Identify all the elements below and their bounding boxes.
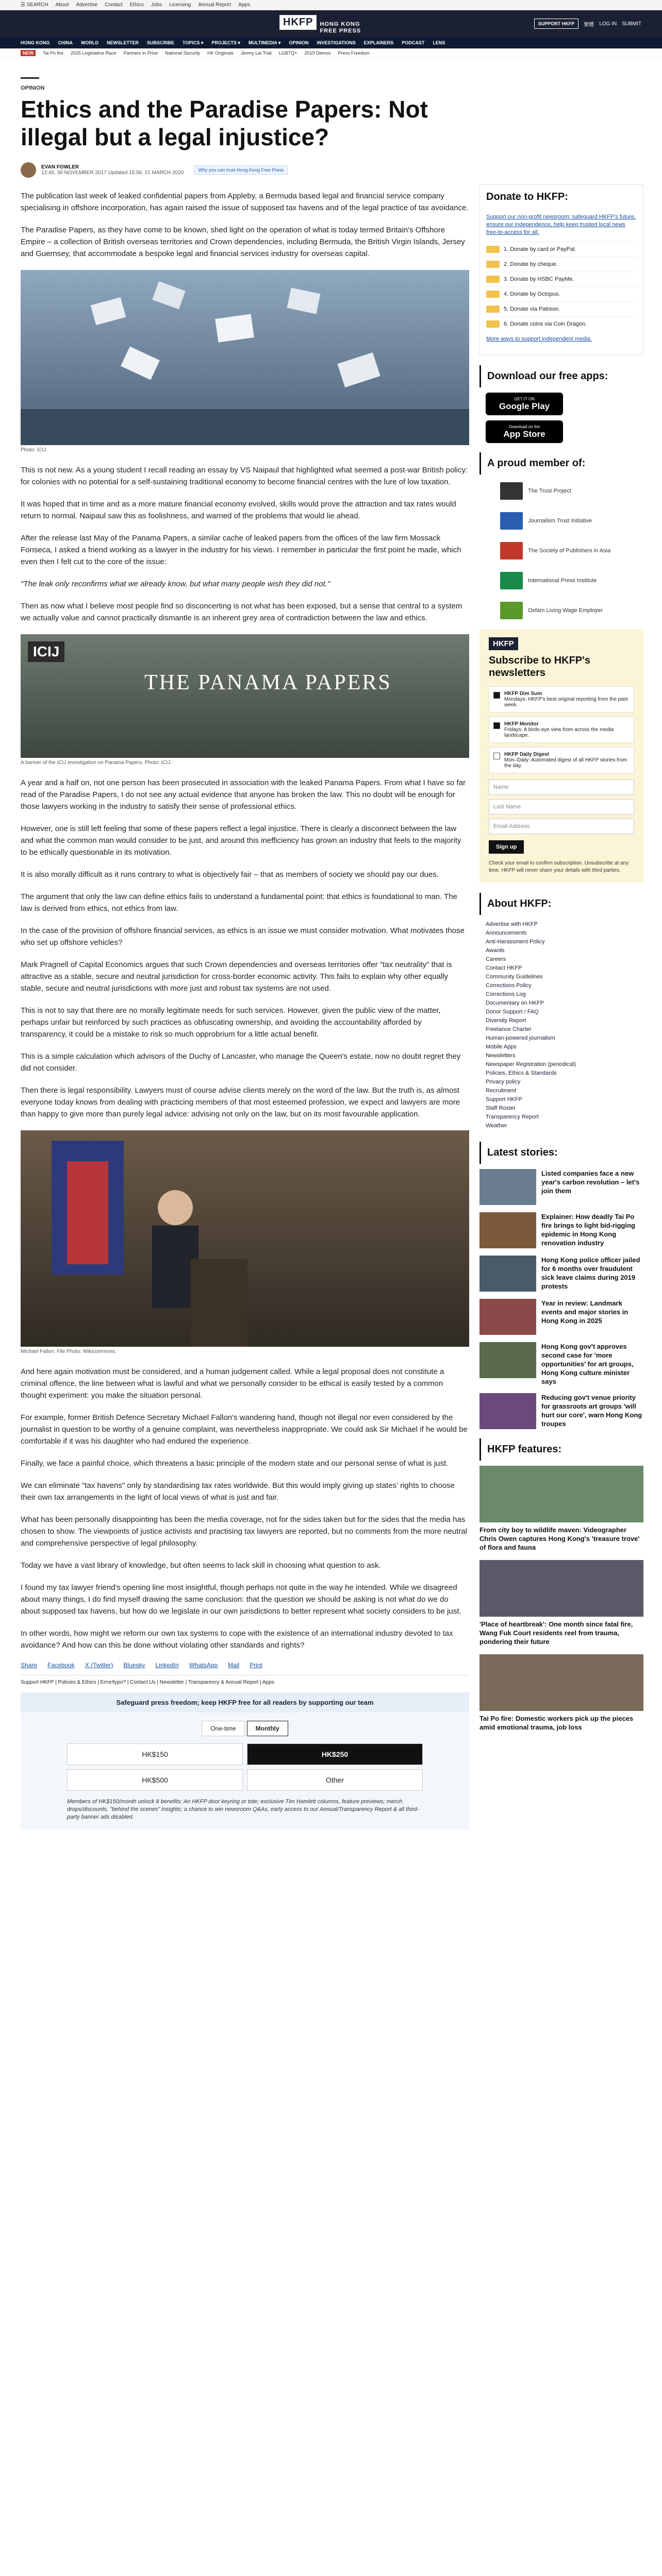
donation-form [21, 1713, 469, 1829]
topbar-link[interactable]: Licensing [169, 2, 191, 8]
about-link[interactable]: Anti-Harassment Policy [486, 939, 545, 945]
donate-widget [479, 184, 643, 355]
checkbox[interactable] [493, 692, 500, 699]
michael-fallon-photo [21, 1130, 469, 1347]
paragraph: This is a simple calculation which advisors of the Duchy of Lancaster, who manage the Queen's estate, now no doubt regret they did not consider. [21, 1052, 461, 1073]
about-link[interactable]: Advertise with HKFP [486, 921, 538, 927]
about-link[interactable]: Human-powered journalism [486, 1035, 555, 1041]
topbar-link[interactable]: Contact [105, 2, 123, 8]
octopus-icon [486, 291, 500, 298]
article-title: Ethics and the Paradise Papers: Not illegal but a legal injustice? [21, 96, 428, 150]
feature-thumbnail [479, 1466, 643, 1522]
paragraph: However, one is still left feeling that some of these papers reflect a legal injustice. There is clearly a disconnect between the law and what the common man would consider to be just, and around this inefficiency has grown an industry that feels to the majority to be ethically questionable in its motivation. [21, 824, 461, 857]
tag-link[interactable]: Partners in Prize [123, 50, 158, 56]
new-badge: NEW [21, 50, 36, 56]
photo-caption: A banner of the ICIJ investigation on Panama Papers. Photo: ICIJ. [21, 760, 172, 766]
site-logo[interactable]: HKFP HONG KONG FREE PRESS [279, 15, 361, 40]
newsletter-option[interactable]: HKFP Daily Digest Mon–Daily: Automated digest of all HKFP stories from the day. [489, 747, 634, 773]
author-name[interactable]: EVAN FOWLER [41, 164, 79, 170]
feature-thumbnail [479, 1654, 643, 1711]
top-utility-bar [0, 0, 662, 10]
paragraph: Today we have a vast library of knowledge, but often seems to lack skill in choosing what question to ask. [21, 1561, 381, 1570]
newsletter-title: Subscribe to HKFP's newsletters [489, 655, 591, 679]
newsletter-option[interactable]: HKFP Monitor Fridays: A birds-eye view from across the media landscape. [489, 717, 634, 743]
email-input[interactable]: Email Address [489, 819, 634, 834]
amount-option[interactable]: HK$500 [67, 1769, 243, 1791]
latest-story[interactable]: Listed companies face a new year's carbon revolution – let's join them [479, 1169, 643, 1205]
about-link[interactable]: Community Guidelines [486, 974, 543, 980]
paragraph: A year and a half on, not one person has been prosecuted in association with the leaked Panama Papers. From what I have so far read of the Paradise Papers, I do not see any actual evidence that anyone has broken the law. This no doubt will be enough for those lawyers working in the industry to satisfy their sense of professional ethics. [21, 778, 466, 811]
about-link[interactable]: Corrections Policy [486, 982, 532, 989]
latest-story[interactable]: Year in review: Landmark events and major stories in Hong Kong in 2025 [479, 1299, 643, 1335]
topbar-link[interactable]: Advertise [76, 2, 98, 8]
nav-item[interactable]: PODCAST [402, 40, 425, 45]
about-link[interactable]: Support HKFP [486, 1096, 522, 1103]
donate-banner[interactable]: Safeguard press freedom; keep HKFP free for all readers by supporting our team [21, 1692, 469, 1713]
payme-icon [486, 276, 500, 283]
latest-story[interactable]: Explainer: How deadly Tai Po fire brings to light bid-rigging epidemic in Hong Kong renovation industry [479, 1212, 643, 1248]
share-x[interactable]: X (Twitter) [85, 1662, 113, 1669]
checkbox[interactable] [493, 722, 500, 729]
paragraph: This is not to say that there are no morally legitimate needs for such services. However, given the public view of the matter, perhaps unfair but reinforced by such practices as obfuscating ownership, and avoiding the accountability afforded by transparency, it could be a mistake to risk so much opprobrium for a little actual benefit. [21, 1006, 441, 1039]
feature-story[interactable]: From city boy to wildlife maven: Videographer Chris Owen captures Hong Kong's 'treasure trove' of flora and fauna [479, 1466, 643, 1552]
podium-scene-illustration [21, 1130, 469, 1347]
about-link[interactable]: Awards [486, 947, 505, 954]
topbar-link[interactable]: About [55, 2, 69, 8]
panama-papers-banner-photo [21, 634, 469, 758]
banner-headline: THE PANAMA PAPERS [144, 671, 392, 694]
paragraph: I found my tax lawyer friend's opening line most insightful, though perhaps not quite in the way he intended. While we disagreed about many things, I do find myself drawing the same conclusion: that the question we should be asking is not what do we do about supposed tax havens, but how do we legislate in our own jurisdictions to better represent what society considers to be just. [21, 1583, 461, 1616]
paragraph: It is also morally difficult as it runs contrary to what is objectively fair – that as members of society we should pay our dues. [21, 870, 439, 879]
support-hkfp-button[interactable]: SUPPORT HKFP [534, 19, 579, 29]
newsletter-note: Check your email to confirm subscription. Unsubscribe at any time. HKFP will never share your details with third parties. [489, 860, 629, 873]
latest-story[interactable]: Reducing gov't venue priority for grassroots art groups 'will hurt our core', warn Hong Kong troupes [479, 1393, 643, 1429]
byline [21, 162, 469, 178]
about-link[interactable]: Careers [486, 956, 506, 962]
paragraph: The argument that only the law can define ethics fails to understand a fundamental point: that ethics is foundational to man. The law is derived from ethics, not ethics from law. [21, 892, 457, 913]
about-link[interactable]: Staff Roster [486, 1105, 516, 1111]
share-label: Share [21, 1662, 38, 1669]
patreon-icon [486, 306, 500, 313]
tag-link[interactable]: Press Freedom [338, 50, 370, 56]
quote: "The leak only reconfirms what we already know, but what many people wish they did not." [21, 580, 330, 588]
story-thumbnail [479, 1212, 536, 1248]
donate-option[interactable]: 6. Donate coins via Coin Dragon. [486, 316, 637, 331]
section-kicker[interactable]: OPINION [21, 85, 45, 91]
article [21, 77, 469, 1829]
trust-project-logo [500, 482, 523, 500]
member-logo[interactable]: Oxfam Living Wage Employer [500, 599, 643, 622]
icij-logo: ICIJ [28, 641, 64, 662]
topbar-link[interactable]: Apps [238, 2, 251, 8]
amount-options [67, 1743, 423, 1791]
about-link[interactable]: Documentary on HKFP [486, 1000, 544, 1006]
one-time-option[interactable]: One-time [202, 1721, 244, 1736]
about-link[interactable]: Corrections Log [486, 991, 526, 997]
feature-story[interactable]: Tai Po fire: Domestic workers pick up the pieces amid emotional trauma, job loss [479, 1654, 643, 1732]
checkbox[interactable] [493, 753, 500, 759]
latest-story[interactable]: Hong Kong police officer jailed for 6 months over fraudulent sick leave claims during 2019 protests [479, 1256, 643, 1292]
story-thumbnail [479, 1299, 536, 1335]
about-link[interactable]: Contact HKFP [486, 965, 522, 971]
nav-item[interactable]: WORLD [81, 40, 99, 45]
divider [21, 77, 39, 79]
donate-option[interactable]: 2. Donate by cheque. [486, 257, 637, 272]
about-link[interactable]: Diversity Report [486, 1018, 526, 1024]
story-thumbnail [479, 1393, 536, 1429]
nav-item[interactable]: LENS [433, 40, 445, 45]
story-thumbnail [479, 1256, 536, 1292]
paragraph: And here again motivation must be considered, and a human judgement called. While a legal proposal does not constitute a criminal offence, the line between what is lawful and what we personally consider to be ethical is easily tested by a common thought experiment: you make the situation personal. [21, 1367, 444, 1400]
member-heading: A proud member of: [479, 452, 643, 474]
topbar-link[interactable]: Ethics [129, 2, 144, 8]
jti-logo [500, 512, 523, 530]
sopa-logo [500, 542, 523, 560]
donate-option[interactable]: 4. Donate by Octopus. [486, 286, 637, 301]
tag-link[interactable]: HK Originals [207, 50, 234, 56]
ipi-logo [500, 572, 523, 589]
paragraph: This is not new. As a young student I recall reading an essay by VS Naipaul that highlighted what seemed a post-war British policy: for colonies with no potential for a self-sustaining traditional economy to become financial centres with the lure of low taxation. [21, 466, 468, 486]
last-name-input[interactable]: Last Name [489, 799, 634, 815]
member-logo[interactable]: International Press Institute [500, 569, 643, 592]
frequency-toggle [67, 1721, 423, 1736]
donate-option[interactable]: 5. Donate via Patreon. [486, 301, 637, 316]
search-link[interactable]: ☰ SEARCH [21, 2, 48, 8]
topbar-link[interactable]: Annual Report [198, 2, 231, 8]
amount-option-selected[interactable]: HK$250 [247, 1743, 423, 1765]
coin-dragon-icon [486, 320, 500, 328]
login-link[interactable]: LOG IN [599, 21, 617, 27]
cheque-icon [486, 261, 500, 268]
about-link[interactable]: Transparency Report [486, 1114, 539, 1120]
latest-heading: Latest stories: [479, 1142, 643, 1164]
about-link[interactable]: Announcements [486, 930, 527, 936]
trending-tags [0, 48, 662, 58]
nav-item[interactable]: CHINA [58, 40, 73, 45]
about-link[interactable]: Mobile Apps [486, 1044, 517, 1050]
share-bluesky[interactable]: Bluesky [123, 1662, 145, 1669]
tag-link[interactable]: National Security [165, 50, 201, 56]
sidebar [479, 184, 643, 1740]
donate-option[interactable]: 1. Donate by card or PayPal. [486, 242, 637, 257]
support-links[interactable]: Support HKFP | Policies & Ethics | Error/typo? | Contact Us | Newsletter | Transparency & Annual Report | Apps [21, 1675, 469, 1685]
share-linkedin[interactable]: LinkedIn [155, 1662, 179, 1669]
nav-item[interactable]: SUBSCRIBE [147, 40, 175, 45]
about-link[interactable]: Newspaper Registration (periodical) [486, 1061, 576, 1067]
topbar-link[interactable]: Jobs [151, 2, 162, 8]
newsletter-widget [479, 629, 643, 883]
publish-date: 12:45, 30 NOVEMBER 2017 Updated 15:56, 21 MARCH 2020 [41, 170, 184, 176]
about-list [479, 920, 643, 1130]
nav-item[interactable]: OPINION [289, 40, 309, 45]
about-heading: About HKFP: [479, 893, 643, 915]
amount-option-other[interactable]: Other [247, 1769, 423, 1791]
feature-thumbnail [479, 1560, 643, 1617]
tag-link[interactable]: 2025 Legislative Race [71, 50, 117, 56]
latest-story[interactable]: Hong Kong gov't approves second case for 'more opportunities' for art groups, Hong Kong culture minister says [479, 1342, 643, 1386]
paragraph: It was hoped that in time and as a more mature financial economy evolved, skills would prove the attraction and tax rates would return to normal. Naipaul saw this as foolishness, and warned of the problems that would lie ahead. [21, 500, 456, 520]
share-whatsapp[interactable]: WhatsApp [189, 1662, 218, 1669]
monthly-option[interactable]: Monthly [247, 1721, 288, 1736]
paragraph: Then there is legal responsibility. Lawyers must of course advise clients merely on the word of the law. But the truth is, as almost everyone today knows from dealing with practicing members of that most esteemed profession, we expect and lawyers are more than happy to give more than purely legal advice: advising not only on the law, but on its most favourable application. [21, 1086, 460, 1118]
paragraph: For example, former British Defence Secretary Michael Fallon's wandering hand, though not illegal nor even considered by the journalist in question to be worthy of a genuine complaint, was nevertheless inappropriate. We could ask Sir Michael if he would be comfortable if it was his daughter who had endured the experience. [21, 1413, 468, 1446]
signup-button[interactable]: Sign up [489, 840, 524, 854]
about-link[interactable]: Newsletters [486, 1053, 516, 1059]
nav-item[interactable]: EXPLAINERS [363, 40, 394, 45]
nav-item[interactable]: INVESTIGATIONS [317, 40, 356, 45]
paradise-papers-photo [21, 270, 469, 445]
story-thumbnail [479, 1169, 536, 1205]
nav-item[interactable]: TOPICS ▾ [183, 40, 204, 45]
member-logo[interactable]: The Trust Project [500, 480, 643, 502]
apps-heading: Download our free apps: [479, 365, 643, 387]
first-name-input[interactable]: Name [489, 779, 634, 795]
paragraph: The Paradise Papers, as they have come to be known, shed light on the operation of what is today termed Britain's Offshore Empire – a collection of British overseas territories and Crown dependencies, including Bermuda, the British Virgin Islands, Jersey and Guernsey, that accommodate a bespoke legal and financial services industry for overseas capital. [21, 226, 465, 258]
about-link[interactable]: Donor Support / FAQ [486, 1009, 539, 1015]
newsletter-option[interactable]: HKFP Dim Sum Mondays: HKFP's best original reporting from the past week. [489, 686, 634, 713]
members-note: Members of HK$150/month unlock 8 benefits: An HKFP door keyring or tote; exclusive Tim Hamlett columns, feature previews; merch drops/discounts, "behind the scenes" insights; a chance to win newsroom Q&As, early access to our Annual/Transparency Report & all third-party banner ads disabled. [67, 1799, 419, 1820]
donate-heading: Donate to HKFP: [486, 191, 637, 208]
paragraph: The publication last week of leaked confidential papers from Appleby, a Bermuda based legal and financial service company specialising in offshore incorporation, has again raised the issue of supposed tax havens and of the legal practice of tax avoidance. [21, 192, 469, 212]
paragraph: Finally, we face a painful choice, which threatens a basic principle of the modern state and our personal sense of what is just. [21, 1459, 449, 1468]
masthead [0, 10, 662, 37]
tag-link[interactable]: Jimmy Lai Trial [240, 50, 272, 56]
newsletter-logo: HKFP [489, 637, 518, 650]
about-link[interactable]: Privacy policy [486, 1079, 521, 1085]
card-icon [486, 246, 500, 253]
donate-option[interactable]: 3. Donate by HSBC PayMe. [486, 272, 637, 286]
share-mail[interactable]: Mail [228, 1662, 240, 1669]
paragraph: We can eliminate "tax havens" only by standardising tax rates worldwide. But this would imply giving up states' rights to choose their own tax arrangements in the light of local views of what is just and fair. [21, 1481, 455, 1502]
nav-item[interactable]: HONG KONG [21, 40, 50, 45]
about-link[interactable]: Weather [486, 1123, 507, 1129]
donate-text: Support our non-profit newsroom: safeguard HKFP's future, ensure our independence, help keep trusted local news free-to-access for all. [486, 214, 636, 235]
story-thumbnail [479, 1342, 536, 1378]
paragraph: Mark Pragnell of Capital Economics argues that such Crown dependencies and overseas territories offer "tax neutrality" that is attractive as a stable, secure and neutral jurisdiction for cross-border economic activity. This fails to explain why other equally stable, secure and neutral jurisdictions with more just and robust tax systems are not used. [21, 960, 452, 993]
oxfam-logo [500, 602, 523, 619]
nav-item[interactable]: NEWSLETTER [107, 40, 139, 45]
photo-caption: Photo: iCIJ. [21, 447, 47, 453]
photo-caption: Michael Fallon. File Photo: Wikicommons. [21, 1349, 117, 1354]
tag-link[interactable]: Tai Po fire [43, 50, 64, 56]
language-link[interactable]: 繁體 [584, 22, 594, 28]
author-avatar [21, 162, 36, 178]
features-heading: HKFP features: [479, 1438, 643, 1461]
paragraph: In the case of the provision of offshore financial services, as ethics is an issue we must consider motivation. What motivates those who set up offshore vehicles? [21, 926, 465, 947]
paragraph: After the release last May of the Panama Papers, a similar cache of leaked papers from the offices of the law firm Mossack Fonseca, I asked a friend working as a lawyer in the industry for his views. I remember in particular the first point he made, which even then I felt cut to the core of the issue: [21, 534, 461, 566]
about-link[interactable]: Freelance Charter [486, 1026, 532, 1032]
share-print[interactable]: Print [250, 1662, 262, 1669]
share-bar [21, 1662, 469, 1669]
tag-link[interactable]: 2019 Demos [304, 50, 331, 56]
nav-item[interactable]: MULTIMEDIA ▾ [248, 40, 281, 45]
amount-option[interactable]: HK$150 [67, 1743, 243, 1765]
feature-story[interactable]: 'Place of heartbreak': One month since fatal fire, Wang Fuk Court residents reel from trauma, pondering their future [479, 1560, 643, 1646]
paragraph: Then as now what I believe most people find so disconcerting is not what has been exposed, but a sense that central to a system we actually value and cannot practically dismantle is an inherent grey area of contradiction between the law and ethics. [21, 602, 462, 622]
paragraph: In other words, how might we reform our own tax systems to cope with the existence of an international industry devoted to tax avoidance? And how can this be done without violating other standards and rights? [21, 1629, 453, 1650]
about-link[interactable]: Recruitment [486, 1088, 517, 1094]
member-logo[interactable]: The Society of Publishers in Asia [500, 539, 643, 562]
submit-link[interactable]: SUBMIT [622, 21, 641, 27]
flying-papers-illustration [21, 270, 469, 445]
nav-item[interactable]: PROJECTS ▾ [211, 40, 240, 45]
google-play-button[interactable]: GET IT ON Google Play [486, 393, 563, 415]
trust-link[interactable]: Why you can trust Hong Kong Free Press [194, 165, 288, 175]
app-store-button[interactable]: Download on the App Store [486, 420, 563, 443]
share-facebook[interactable]: Facebook [47, 1662, 75, 1669]
tag-link[interactable]: LGBTQ+ [278, 50, 297, 56]
member-logo[interactable]: Journalism Trust Initiative [500, 510, 643, 532]
more-ways-link[interactable]: More ways to support independent media. [486, 336, 592, 342]
paragraph: What has been personally disappointing has been the media coverage, not for the sides taken but for the sides that the media has chosen to show. The viewpoints of justice activists and practising tax lawyers are reported, but no comments from the more neutral and comprehensive perspective of legal philosophy. [21, 1515, 467, 1548]
about-link[interactable]: Policies, Ethics & Standards [486, 1070, 557, 1076]
